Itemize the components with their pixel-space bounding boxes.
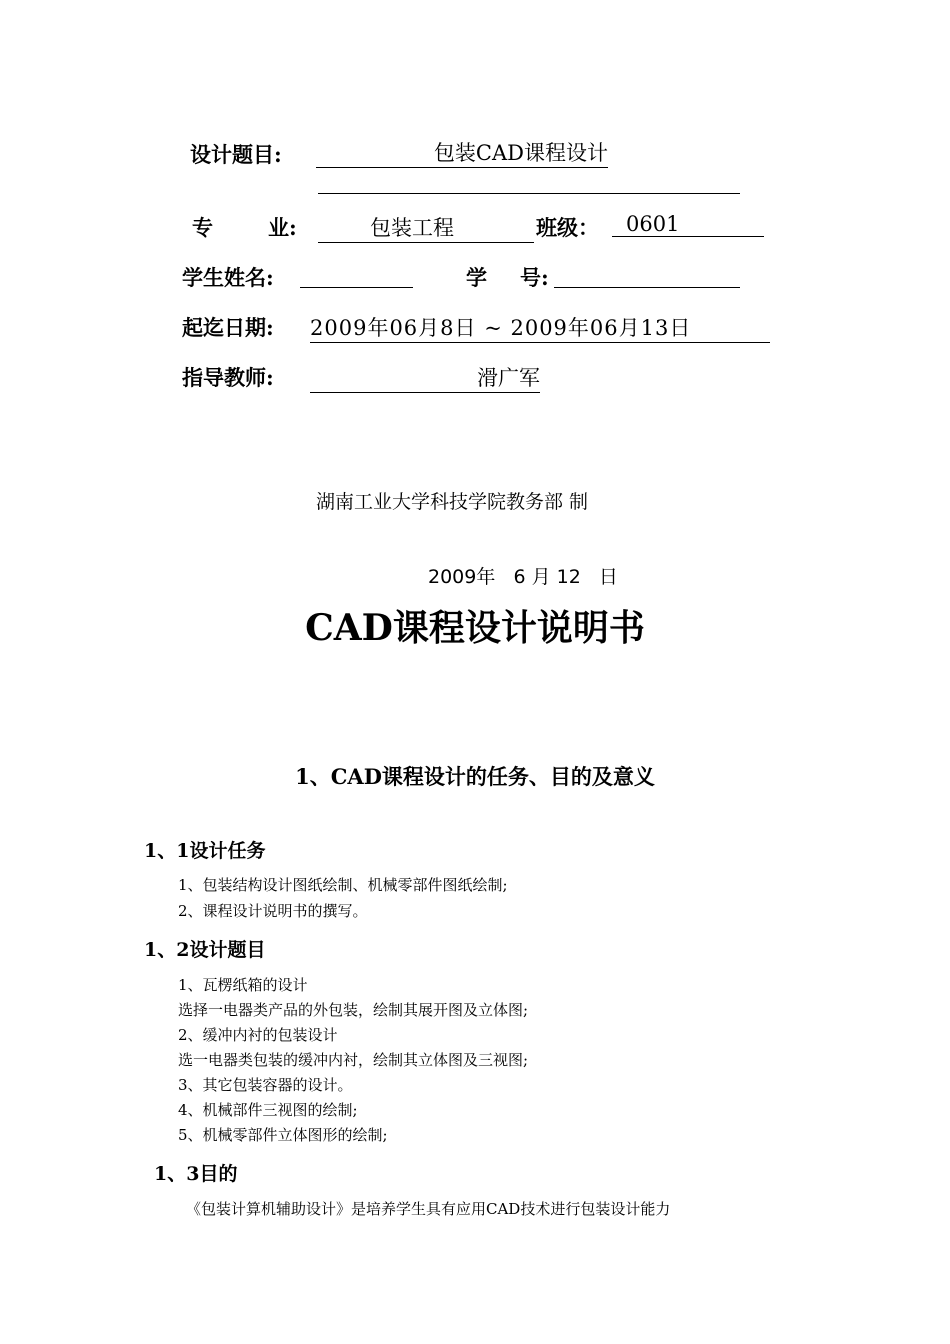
list-item: 1、包装结构设计图纸绘制、机械零部件图纸绘制; (178, 876, 508, 894)
student-id-value (554, 262, 740, 288)
student-id-label-part1: 学 (466, 265, 487, 290)
list-item: 2、缓冲内衬的包装设计 (178, 1026, 338, 1044)
major-label-part1: 专 (192, 215, 213, 240)
student-name-label: 学生姓名: (182, 265, 274, 290)
student-name-value (300, 262, 413, 288)
major-label-part2: 业: (268, 215, 297, 240)
date-range-value: 2009年06月8日 ~ 2009年06月13日 (310, 312, 770, 343)
design-topic-blank-line (318, 193, 740, 194)
advisor-value: 滑广军 (310, 362, 540, 393)
design-topic-label: 设计题目: (190, 142, 282, 167)
list-item: 4、机械部件三视图的绘制; (178, 1101, 358, 1119)
subsection-heading-purpose: 1、3目的 (154, 1163, 238, 1185)
list-item: 3、其它包装容器的设计。 (178, 1076, 353, 1094)
list-item: 选一电器类包装的缓冲内衬，绘制其立体图及三视图; (178, 1051, 529, 1069)
institution-line: 湖南工业大学科技学院教务部 制 (316, 491, 589, 513)
list-item: 2、课程设计说明书的撰写。 (178, 902, 368, 920)
date-range-label: 起迄日期: (182, 315, 274, 340)
list-item: 5、机械零部件立体图形的绘制; (178, 1126, 388, 1144)
date-line: 2009年 6 月 12 日 (428, 566, 618, 588)
subsection-heading-topic: 1、2设计题目 (144, 939, 266, 961)
advisor-label: 指导教师: (182, 365, 274, 390)
class-value: 0601 (612, 212, 764, 237)
subsection-heading-task: 1、1设计任务 (144, 840, 266, 862)
document-title: CAD课程设计说明书 (305, 607, 645, 649)
paragraph-text: 《包装计算机辅助设计》是培养学生具有应用CAD技术进行包装设计能力 (186, 1200, 671, 1218)
major-value: 包装工程 (318, 212, 534, 243)
section-heading: 1、CAD课程设计的任务、目的及意义 (295, 764, 655, 789)
class-label: 班级： (536, 215, 599, 240)
list-item: 1、瓦楞纸箱的设计 (178, 976, 308, 994)
design-topic-value: 包装CAD课程设计 (316, 137, 608, 168)
list-item: 选择一电器类产品的外包装，绘制其展开图及立体图; (178, 1001, 529, 1019)
student-id-label-part2: 号: (520, 265, 549, 290)
